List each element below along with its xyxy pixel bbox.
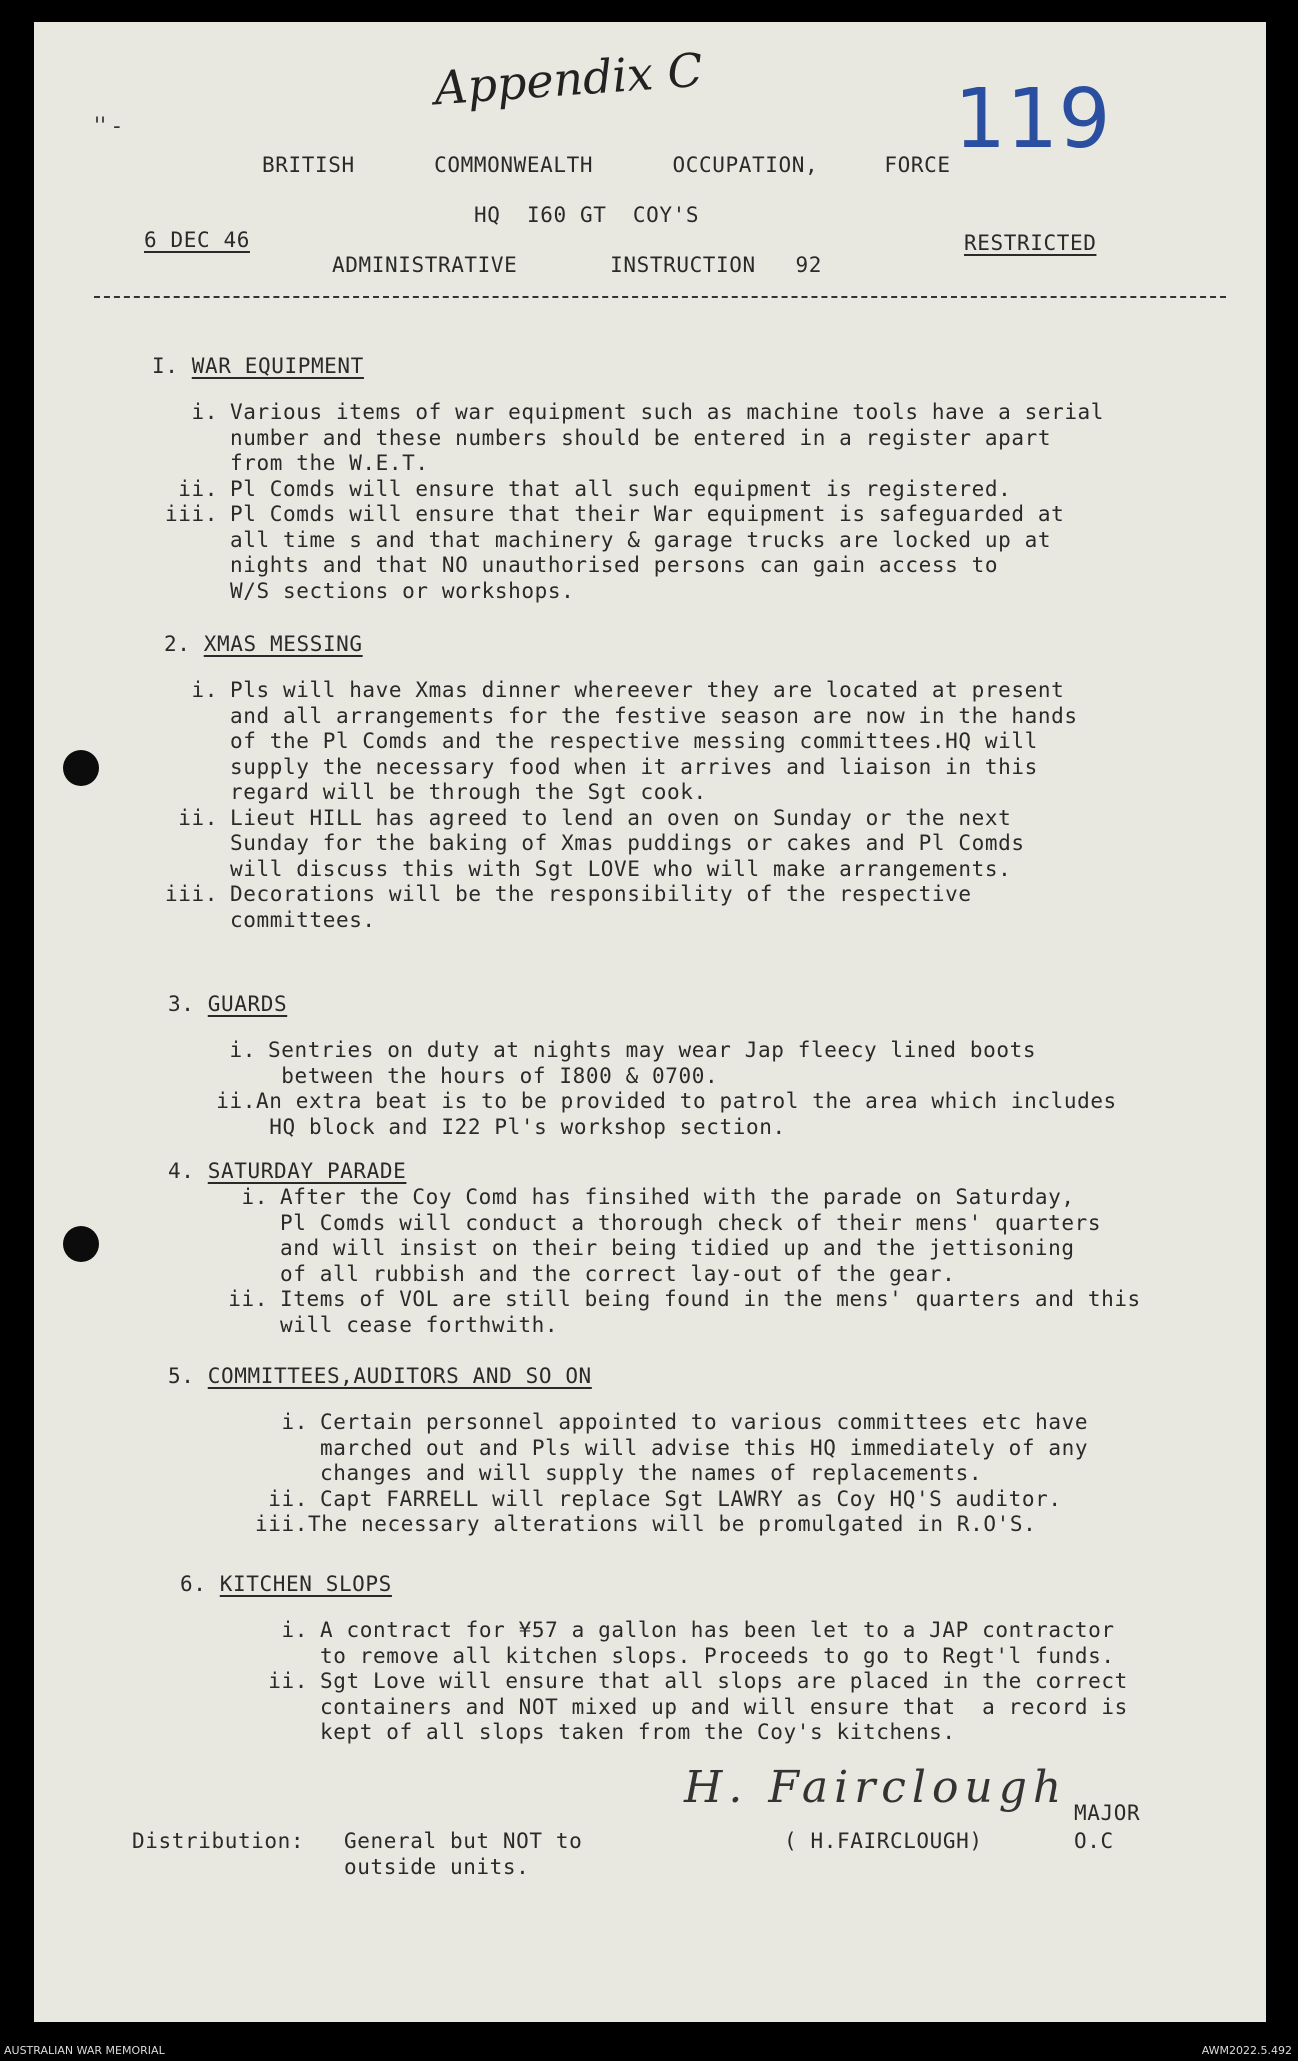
list-item: iii. Pl Comds will ensure that their War equipment is safeguarded at all time s and that machinery & garage trucks are locked up at nights and that NO unauthorised persons can gain access to W/S sections or workshops. bbox=[165, 502, 1065, 603]
list-item: iii. Decorations will be the responsibility of the respective committees. bbox=[165, 882, 972, 932]
handwritten-appendix-note: Appendix C bbox=[432, 42, 705, 116]
section-kitchen-slops bbox=[180, 1570, 1266, 1746]
handwritten-folio-number: 119 bbox=[954, 72, 1111, 167]
section-xmas-messing bbox=[164, 630, 1264, 933]
section-heading: 5. COMMITTEES,AUDITORS AND SO ON bbox=[168, 1364, 592, 1388]
section-saturday-parade bbox=[168, 1157, 1266, 1338]
archive-credit: AUSTRALIAN WAR MEMORIAL bbox=[4, 2044, 165, 2057]
list-item: ii. An extra beat is to be provided to patrol the area which includes HQ block and I22 Pl's workshop section. bbox=[216, 1089, 1117, 1139]
list-item: ii. Capt FARRELL will replace Sgt LAWRY as Coy HQ'S auditor. bbox=[268, 1486, 1062, 1511]
punch-hole bbox=[63, 1226, 99, 1262]
distribution-text: General but NOT to bbox=[344, 1829, 583, 1853]
list-item: i. Certain personnel appointed to various committees etc have marched out and Pls will advise this HQ immediately of any changes and will supply the names of replacements. bbox=[281, 1410, 1089, 1485]
header-unit-line: HQ I60 GT COY'S bbox=[474, 203, 700, 227]
handwritten-signature: H. Fairclough bbox=[684, 1762, 1068, 1813]
document-page bbox=[34, 22, 1266, 2022]
ink-marks: '' - bbox=[94, 114, 121, 139]
section-heading: 2. XMAS MESSING bbox=[164, 632, 363, 656]
list-item: ii. Sgt Love will ensure that all slops are placed in the correct containers and NOT mixed up and will ensure that a record is kept of all slops taken from the Coy's kitchens. bbox=[268, 1669, 1128, 1744]
list-item: iii. The necessary alterations will be promulgated in R.O'S. bbox=[255, 1512, 1037, 1536]
list-item: i. Various items of war equipment such as machine tools have a serial number and these numbers should be entered in a register apart from the W.E.T. bbox=[191, 400, 1105, 475]
list-item: ii. Items of VOL are still being found in the mens' quarters and this will cease forthwith. bbox=[228, 1287, 1141, 1337]
section-heading: 4. SATURDAY PARADE bbox=[168, 1159, 407, 1183]
distribution-label: Distribution: bbox=[132, 1829, 305, 1853]
signatory-name: ( H.FAIRCLOUGH) bbox=[784, 1829, 983, 1853]
section-heading: 3. GUARDS bbox=[168, 992, 288, 1016]
section-committees-auditors bbox=[168, 1362, 1266, 1538]
header-force-line: BRITISH COMMONWEALTH OCCUPATION, FORCE bbox=[262, 153, 951, 177]
list-item: i. A contract for ¥57 a gallon has been let to a JAP contractor to remove all kitchen slops. Proceeds to go to Regt'l funds. bbox=[281, 1618, 1115, 1668]
header-divider bbox=[94, 296, 1226, 298]
section-guards bbox=[168, 990, 1266, 1140]
archive-reference: AWM2022.5.492 bbox=[1201, 2044, 1292, 2057]
punch-hole bbox=[63, 750, 99, 786]
classification-marking: RESTRICTED bbox=[964, 231, 1097, 255]
list-item: i. Sentries on duty at nights may wear Jap fleecy lined boots between the hours of I800 & 0700. bbox=[229, 1038, 1037, 1088]
document-date: 6 DEC 46 bbox=[144, 228, 250, 252]
section-heading: 6. KITCHEN SLOPS bbox=[180, 1572, 392, 1596]
list-item: ii. Lieut HILL has agreed to lend an oven on Sunday or the next Sunday for the baking of Xmas puddings or cakes and Pl Comds will discuss this with Sgt LOVE who will make arrangements. bbox=[178, 805, 1025, 881]
section-heading: I. WAR EQUIPMENT bbox=[152, 354, 364, 378]
section-war-equipment bbox=[152, 352, 1252, 604]
signatory-role: O.C bbox=[1074, 1829, 1114, 1853]
list-item: ii. Pl Comds will ensure that all such equipment is registered. bbox=[178, 476, 1012, 501]
list-item: i. Pls will have Xmas dinner whereever they are located at present and all arrangements for the festive season are now in the hands of the Pl Comds and the respective messing committees.HQ will supply the necessary food when it arrives and liaison in this regard will be through the Sgt cook. bbox=[191, 678, 1078, 804]
distribution-text-continued: outside units. bbox=[344, 1855, 530, 1879]
list-item: i. After the Coy Comd has finsihed with the parade on Saturday, Pl Comds will conduct a thorough check of their mens' quarters and will insist on their being tidied up and the jettisoning of all rubbish and the correct lay-out of the gear. bbox=[241, 1185, 1102, 1286]
signatory-rank: MAJOR bbox=[1074, 1801, 1141, 1825]
document-title: ADMINISTRATIVE INSTRUCTION 92 bbox=[332, 253, 822, 277]
